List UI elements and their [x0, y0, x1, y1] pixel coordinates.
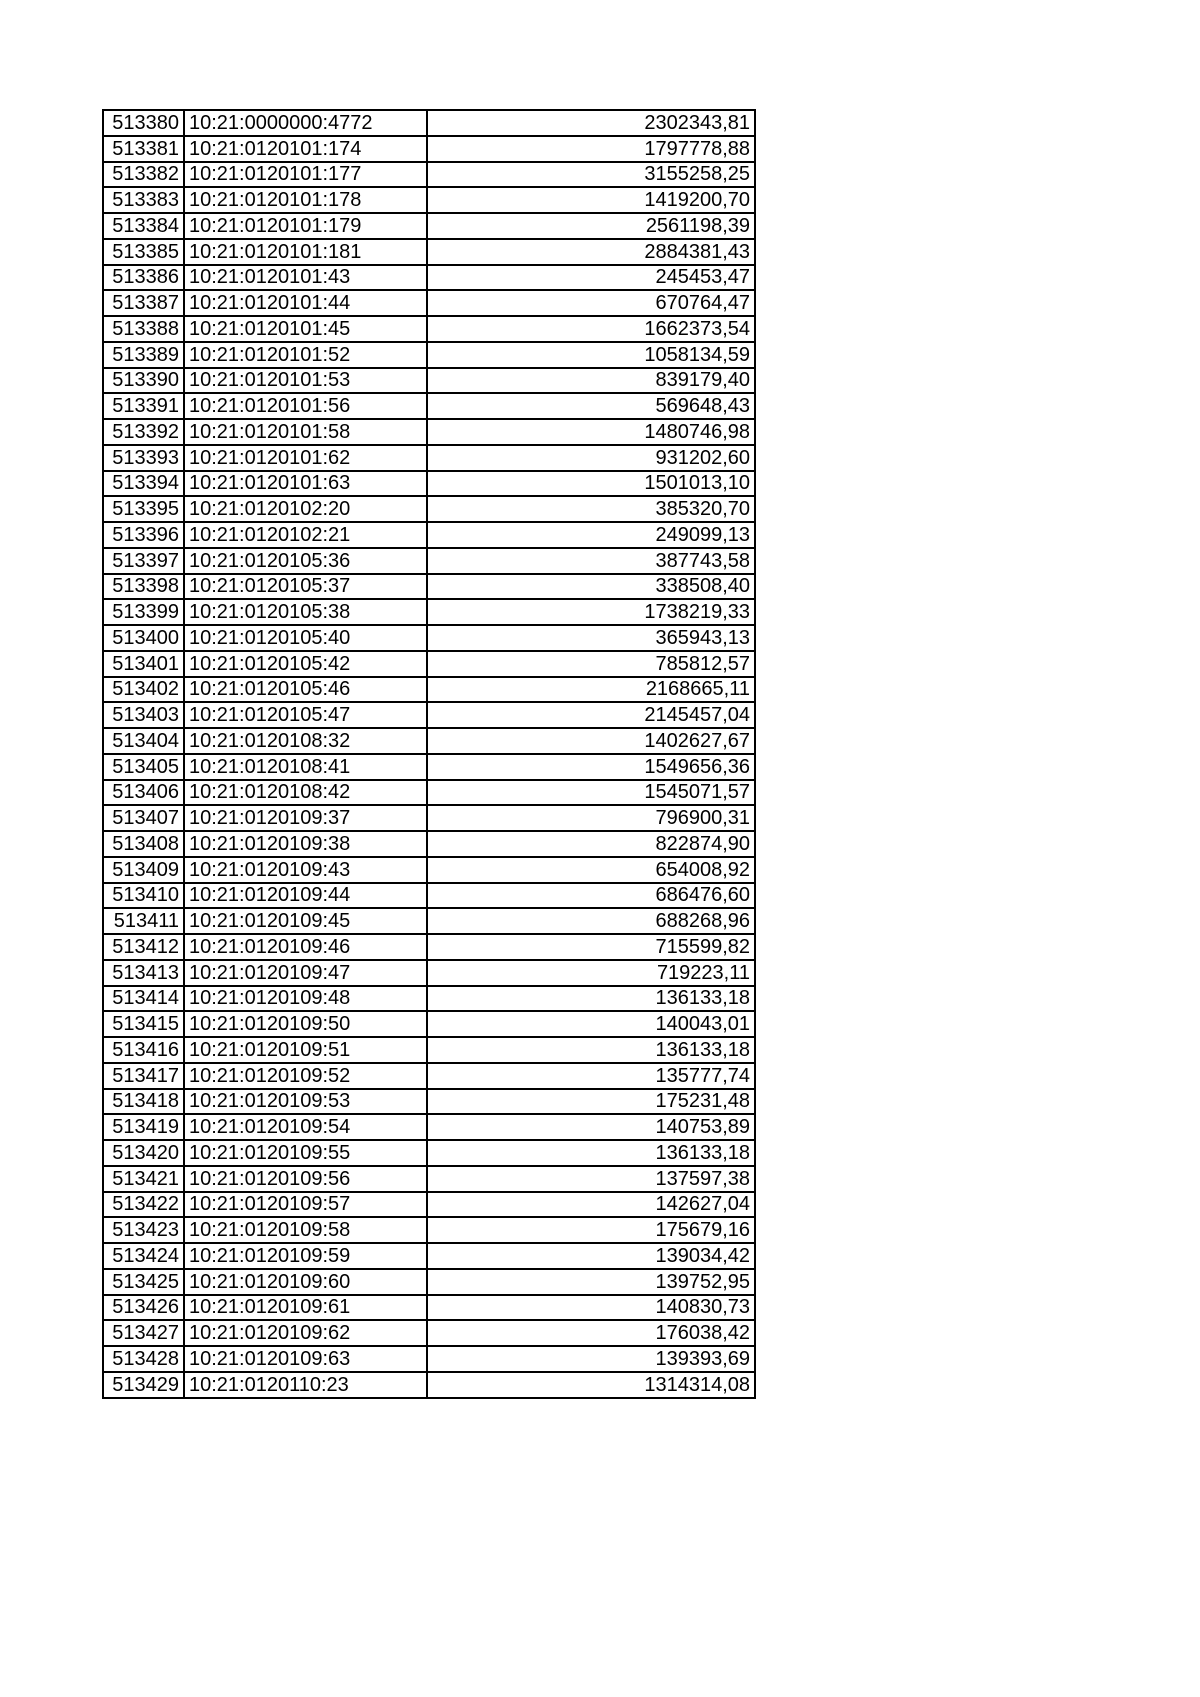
table-row [103, 110, 755, 136]
row-id-cell: 513393 [103, 445, 184, 471]
row-id-cell: 513429 [103, 1372, 184, 1398]
value-cell: 176038,42 [427, 1320, 755, 1346]
value-cell: 688268,96 [427, 908, 755, 934]
table-row [103, 471, 755, 497]
row-id-cell: 513424 [103, 1243, 184, 1269]
row-id-cell: 513398 [103, 574, 184, 600]
value-cell: 387743,58 [427, 548, 755, 574]
value-cell: 1058134,59 [427, 342, 755, 368]
row-id-cell: 513426 [103, 1295, 184, 1321]
cadastral-number-cell: 10:21:0120102:20 [184, 496, 427, 522]
table-row [103, 1320, 755, 1346]
table-row [103, 1140, 755, 1166]
value-cell: 1545071,57 [427, 780, 755, 806]
table-row [103, 548, 755, 574]
cadastral-number-cell: 10:21:0120105:46 [184, 677, 427, 703]
value-cell: 1501013,10 [427, 471, 755, 497]
row-id-cell: 513416 [103, 1037, 184, 1063]
cadastral-number-cell: 10:21:0120108:41 [184, 754, 427, 780]
table-row [103, 625, 755, 651]
table-row [103, 1243, 755, 1269]
table-row [103, 290, 755, 316]
value-cell: 822874,90 [427, 831, 755, 857]
cadastral-number-cell: 10:21:0120101:45 [184, 316, 427, 342]
cadastral-number-cell: 10:21:0120101:56 [184, 393, 427, 419]
table-row [103, 162, 755, 188]
table-row [103, 239, 755, 265]
cadastral-number-cell: 10:21:0120109:57 [184, 1192, 427, 1218]
cadastral-number-cell: 10:21:0120102:21 [184, 522, 427, 548]
cadastral-number-cell: 10:21:0120109:38 [184, 831, 427, 857]
table-row [103, 651, 755, 677]
cadastral-number-cell: 10:21:0120105:36 [184, 548, 427, 574]
cadastral-number-cell: 10:21:0120105:38 [184, 599, 427, 625]
value-cell: 686476,60 [427, 883, 755, 909]
row-id-cell: 513410 [103, 883, 184, 909]
value-cell: 2561198,39 [427, 213, 755, 239]
value-cell: 2884381,43 [427, 239, 755, 265]
table-row [103, 1114, 755, 1140]
row-id-cell: 513425 [103, 1269, 184, 1295]
cadastral-number-cell: 10:21:0000000:4772 [184, 110, 427, 136]
cadastral-number-cell: 10:21:0120109:60 [184, 1269, 427, 1295]
row-id-cell: 513388 [103, 316, 184, 342]
row-id-cell: 513380 [103, 110, 184, 136]
table-row [103, 1037, 755, 1063]
cadastral-number-cell: 10:21:0120109:55 [184, 1140, 427, 1166]
row-id-cell: 513401 [103, 651, 184, 677]
table-row [103, 728, 755, 754]
table-row [103, 213, 755, 239]
table-row [103, 187, 755, 213]
table-row [103, 1166, 755, 1192]
row-id-cell: 513402 [103, 677, 184, 703]
row-id-cell: 513392 [103, 419, 184, 445]
row-id-cell: 513417 [103, 1063, 184, 1089]
table-row [103, 342, 755, 368]
row-id-cell: 513394 [103, 471, 184, 497]
table-row [103, 1192, 755, 1218]
table-row [103, 316, 755, 342]
value-cell: 142627,04 [427, 1192, 755, 1218]
cadastral-number-cell: 10:21:0120109:37 [184, 805, 427, 831]
value-cell: 135777,74 [427, 1063, 755, 1089]
value-cell: 719223,11 [427, 960, 755, 986]
cadastral-number-cell: 10:21:0120109:52 [184, 1063, 427, 1089]
value-cell: 139752,95 [427, 1269, 755, 1295]
cadastral-number-cell: 10:21:0120101:174 [184, 136, 427, 162]
row-id-cell: 513382 [103, 162, 184, 188]
row-id-cell: 513408 [103, 831, 184, 857]
cadastral-number-cell: 10:21:0120101:58 [184, 419, 427, 445]
row-id-cell: 513415 [103, 1011, 184, 1037]
row-id-cell: 513407 [103, 805, 184, 831]
value-cell: 385320,70 [427, 496, 755, 522]
row-id-cell: 513396 [103, 522, 184, 548]
cadastral-number-cell: 10:21:0120101:179 [184, 213, 427, 239]
table-row [103, 754, 755, 780]
row-id-cell: 513414 [103, 986, 184, 1012]
value-cell: 3155258,25 [427, 162, 755, 188]
table-row [103, 445, 755, 471]
cadastral-number-cell: 10:21:0120109:61 [184, 1295, 427, 1321]
table-row [103, 368, 755, 394]
table-row [103, 857, 755, 883]
row-id-cell: 513383 [103, 187, 184, 213]
table-row [103, 393, 755, 419]
value-cell: 1419200,70 [427, 187, 755, 213]
cadastral-number-cell: 10:21:0120109:53 [184, 1089, 427, 1115]
table-row [103, 986, 755, 1012]
table-row [103, 1011, 755, 1037]
row-id-cell: 513404 [103, 728, 184, 754]
cadastral-number-cell: 10:21:0120105:47 [184, 702, 427, 728]
value-cell: 137597,38 [427, 1166, 755, 1192]
table-row [103, 908, 755, 934]
cadastral-number-cell: 10:21:0120109:54 [184, 1114, 427, 1140]
value-cell: 1797778,88 [427, 136, 755, 162]
value-cell: 654008,92 [427, 857, 755, 883]
row-id-cell: 513400 [103, 625, 184, 651]
row-id-cell: 513387 [103, 290, 184, 316]
row-id-cell: 513411 [103, 908, 184, 934]
value-cell: 2145457,04 [427, 702, 755, 728]
row-id-cell: 513395 [103, 496, 184, 522]
table-row [103, 677, 755, 703]
value-cell: 1402627,67 [427, 728, 755, 754]
table-row [103, 1217, 755, 1243]
row-id-cell: 513405 [103, 754, 184, 780]
value-cell: 1662373,54 [427, 316, 755, 342]
cadastral-number-cell: 10:21:0120109:56 [184, 1166, 427, 1192]
table-row [103, 522, 755, 548]
value-cell: 1314314,08 [427, 1372, 755, 1398]
cadastral-number-cell: 10:21:0120109:51 [184, 1037, 427, 1063]
table-row [103, 883, 755, 909]
table-row [103, 1295, 755, 1321]
cadastral-number-cell: 10:21:0120109:44 [184, 883, 427, 909]
row-id-cell: 513406 [103, 780, 184, 806]
row-id-cell: 513397 [103, 548, 184, 574]
row-id-cell: 513391 [103, 393, 184, 419]
row-id-cell: 513427 [103, 1320, 184, 1346]
value-cell: 365943,13 [427, 625, 755, 651]
table-row [103, 934, 755, 960]
table-row [103, 496, 755, 522]
table-row [103, 1269, 755, 1295]
value-cell: 785812,57 [427, 651, 755, 677]
cadastral-number-cell: 10:21:0120109:58 [184, 1217, 427, 1243]
value-cell: 1549656,36 [427, 754, 755, 780]
cadastral-number-cell: 10:21:0120101:44 [184, 290, 427, 316]
cadastral-number-cell: 10:21:0120101:62 [184, 445, 427, 471]
row-id-cell: 513420 [103, 1140, 184, 1166]
value-cell: 140830,73 [427, 1295, 755, 1321]
value-cell: 839179,40 [427, 368, 755, 394]
cadastral-number-cell: 10:21:0120101:63 [184, 471, 427, 497]
row-id-cell: 513423 [103, 1217, 184, 1243]
value-cell: 569648,43 [427, 393, 755, 419]
cadastral-number-cell: 10:21:0120101:181 [184, 239, 427, 265]
cadastral-number-cell: 10:21:0120105:40 [184, 625, 427, 651]
value-cell: 338508,40 [427, 574, 755, 600]
row-id-cell: 513419 [103, 1114, 184, 1140]
table-row [103, 574, 755, 600]
cadastral-number-cell: 10:21:0120109:43 [184, 857, 427, 883]
value-cell: 139393,69 [427, 1346, 755, 1372]
row-id-cell: 513386 [103, 265, 184, 291]
cadastral-number-cell: 10:21:0120109:50 [184, 1011, 427, 1037]
cadastral-number-cell: 10:21:0120101:52 [184, 342, 427, 368]
value-cell: 2302343,81 [427, 110, 755, 136]
table-row [103, 1346, 755, 1372]
value-cell: 136133,18 [427, 986, 755, 1012]
table-row [103, 960, 755, 986]
cadastral-number-cell: 10:21:0120109:63 [184, 1346, 427, 1372]
row-id-cell: 513418 [103, 1089, 184, 1115]
value-cell: 715599,82 [427, 934, 755, 960]
cadastral-number-cell: 10:21:0120109:47 [184, 960, 427, 986]
row-id-cell: 513381 [103, 136, 184, 162]
table-row [103, 780, 755, 806]
cadastral-number-cell: 10:21:0120110:23 [184, 1372, 427, 1398]
data-table [102, 109, 756, 1399]
value-cell: 249099,13 [427, 522, 755, 548]
value-cell: 2168665,11 [427, 677, 755, 703]
table-body [103, 110, 755, 1398]
value-cell: 796900,31 [427, 805, 755, 831]
value-cell: 140753,89 [427, 1114, 755, 1140]
cadastral-number-cell: 10:21:0120109:45 [184, 908, 427, 934]
value-cell: 1738219,33 [427, 599, 755, 625]
value-cell: 139034,42 [427, 1243, 755, 1269]
row-id-cell: 513412 [103, 934, 184, 960]
cadastral-number-cell: 10:21:0120109:46 [184, 934, 427, 960]
value-cell: 175679,16 [427, 1217, 755, 1243]
cadastral-number-cell: 10:21:0120105:42 [184, 651, 427, 677]
table-row [103, 702, 755, 728]
row-id-cell: 513421 [103, 1166, 184, 1192]
table-row [103, 1089, 755, 1115]
value-cell: 670764,47 [427, 290, 755, 316]
value-cell: 136133,18 [427, 1037, 755, 1063]
row-id-cell: 513409 [103, 857, 184, 883]
table-row [103, 1063, 755, 1089]
value-cell: 245453,47 [427, 265, 755, 291]
table-row [103, 419, 755, 445]
table-row [103, 1372, 755, 1398]
row-id-cell: 513422 [103, 1192, 184, 1218]
row-id-cell: 513385 [103, 239, 184, 265]
cadastral-number-cell: 10:21:0120105:37 [184, 574, 427, 600]
row-id-cell: 513413 [103, 960, 184, 986]
row-id-cell: 513390 [103, 368, 184, 394]
row-id-cell: 513399 [103, 599, 184, 625]
row-id-cell: 513428 [103, 1346, 184, 1372]
table-row [103, 136, 755, 162]
cadastral-number-cell: 10:21:0120109:59 [184, 1243, 427, 1269]
table-row [103, 805, 755, 831]
cadastral-number-cell: 10:21:0120101:177 [184, 162, 427, 188]
value-cell: 931202,60 [427, 445, 755, 471]
value-cell: 136133,18 [427, 1140, 755, 1166]
cadastral-number-cell: 10:21:0120109:48 [184, 986, 427, 1012]
row-id-cell: 513403 [103, 702, 184, 728]
value-cell: 175231,48 [427, 1089, 755, 1115]
table-row [103, 599, 755, 625]
cadastral-number-cell: 10:21:0120101:53 [184, 368, 427, 394]
table-row [103, 265, 755, 291]
row-id-cell: 513384 [103, 213, 184, 239]
cadastral-number-cell: 10:21:0120108:32 [184, 728, 427, 754]
cadastral-number-cell: 10:21:0120101:178 [184, 187, 427, 213]
table-row [103, 831, 755, 857]
value-cell: 1480746,98 [427, 419, 755, 445]
value-cell: 140043,01 [427, 1011, 755, 1037]
cadastral-number-cell: 10:21:0120101:43 [184, 265, 427, 291]
cadastral-number-cell: 10:21:0120108:42 [184, 780, 427, 806]
row-id-cell: 513389 [103, 342, 184, 368]
cadastral-number-cell: 10:21:0120109:62 [184, 1320, 427, 1346]
